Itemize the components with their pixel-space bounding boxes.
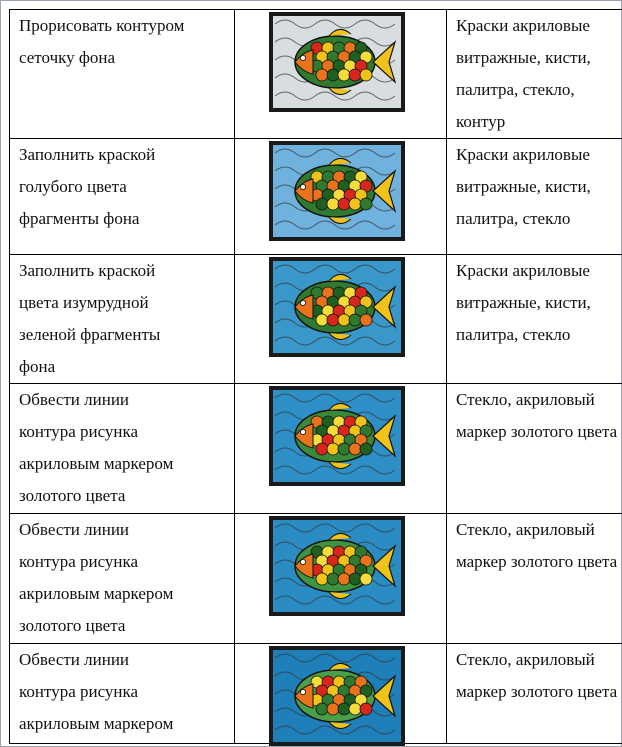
- photo-cell: [235, 384, 447, 514]
- materials-cell: [447, 644, 622, 744]
- materials-text: Стекло, акриловый маркер золотого цвета: [456, 650, 618, 701]
- photo-cell: [235, 139, 447, 255]
- materials-text: Стекло, акриловый маркер золотого цвета: [456, 390, 618, 441]
- table-row: [10, 384, 622, 514]
- fish-stained-glass-photo: [269, 141, 405, 241]
- materials-cell: [447, 10, 622, 139]
- photo-cell: [235, 10, 447, 139]
- materials-text: Краски акриловые витражные, кисти, палитра, стекло: [456, 261, 591, 344]
- materials-text: Краски акриловые витражные, кисти, палитра, стекло: [456, 145, 591, 228]
- table-row: [10, 255, 622, 384]
- materials-text: Стекло, акриловый маркер золотого цвета: [456, 520, 618, 571]
- fish-stained-glass-photo: [269, 12, 405, 112]
- fish-stained-glass-photo: [269, 516, 405, 616]
- step-text: Заполнить краской голубого цвета фрагменты фона: [19, 145, 156, 228]
- table-row: [10, 139, 622, 255]
- table-row: [10, 644, 622, 744]
- step-text: Обвести линии контура рисунка акриловым маркером: [19, 650, 174, 733]
- step-text: Прорисовать контуром сеточку фона: [19, 16, 185, 67]
- materials-cell: [447, 514, 622, 644]
- materials-cell: [447, 139, 622, 255]
- fish-stained-glass-photo: [269, 257, 405, 357]
- step-cell: [10, 514, 235, 644]
- photo-cell: [235, 514, 447, 644]
- step-cell: [10, 644, 235, 744]
- step-cell: [10, 255, 235, 384]
- fish-stained-glass-photo: [269, 646, 405, 746]
- step-cell: [10, 139, 235, 255]
- photo-cell: [235, 644, 447, 744]
- materials-cell: [447, 384, 622, 514]
- materials-cell: [447, 255, 622, 384]
- photo-cell: [235, 255, 447, 384]
- step-cell: [10, 384, 235, 514]
- table-row: [10, 10, 622, 139]
- step-text: Обвести линии контура рисунка акриловым маркером золотого цвета: [19, 390, 174, 505]
- step-text: Обвести линии контура рисунка акриловым маркером золотого цвета: [19, 520, 174, 635]
- table-row: [10, 514, 622, 644]
- fish-stained-glass-photo: [269, 386, 405, 486]
- steps-table: [9, 9, 622, 744]
- step-cell: [10, 10, 235, 139]
- materials-text: Краски акриловые витражные, кисти, палитра, стекло, контур: [456, 16, 591, 131]
- step-text: Заполнить краской цвета изумрудной зеленой фрагменты фона: [19, 261, 161, 376]
